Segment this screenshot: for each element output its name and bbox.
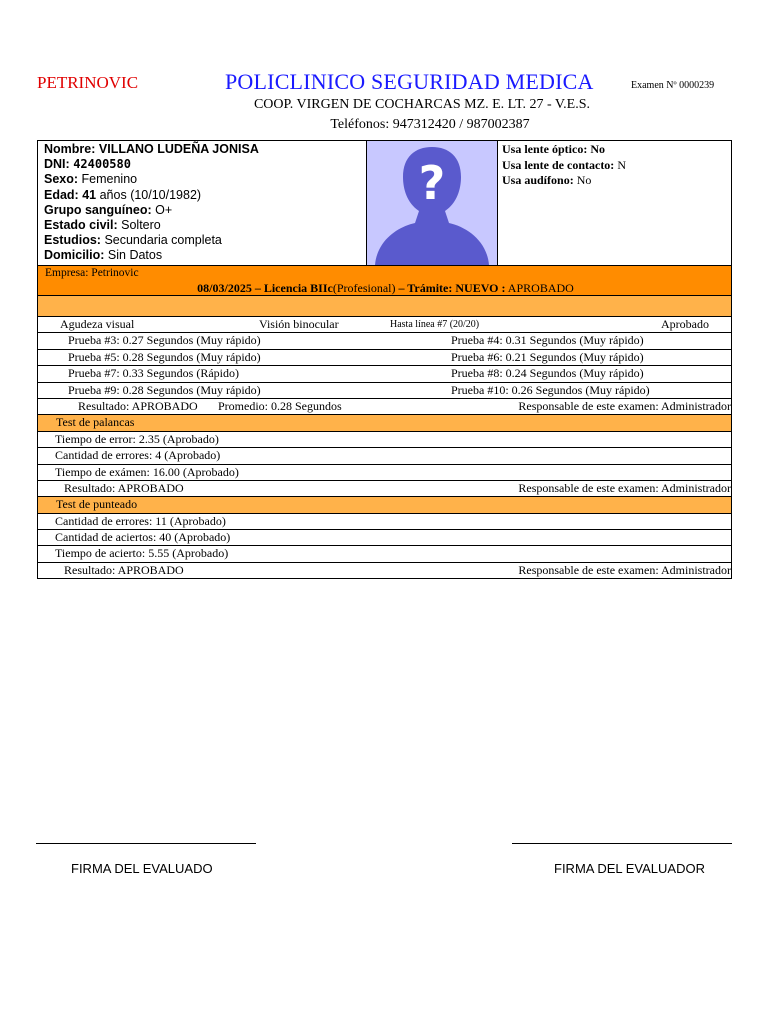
patient-birthdate: años (10/10/1982) [99,187,202,202]
dotting-result-row [38,563,731,578]
age-label: Edad: [44,187,79,202]
license-result: APROBADO [505,281,574,295]
studies-label: Estudios: [44,233,101,248]
svg-text:?: ? [418,156,446,210]
hearing-aid-line [502,173,626,189]
license-type: (Profesional) [332,281,396,295]
exam-number: Examen Nº 0000239 [631,80,715,91]
binocular-label: Visión binocular [259,317,339,331]
patient-address-line [44,248,259,263]
trial-result: Prueba #6: 0.21 Segundos (Muy rápido) [451,349,644,364]
table-row [38,465,731,481]
clinic-phones: Teléfonos: 947312420 / 987002387 [330,117,530,132]
contact-lens-label: Usa lente de contacto: [502,157,615,172]
patient-sex: Femenino [81,172,138,187]
results-table [37,316,732,579]
dotting-line: Cantidad de aciertos: 40 (Aprobado) [55,530,231,545]
trial-result: Prueba #3: 0.27 Segundos (Muy rápido) [68,333,261,348]
license-date: 08/03/2025 – Licencia BIIc [197,281,333,295]
levers-line: Cantidad de errores: 4 (Aprobado) [55,448,221,463]
lens-info [502,142,626,189]
patient-dni: 42400580 [73,157,131,172]
trial-result: Prueba #9: 0.28 Segundos (Muy rápido) [68,382,261,397]
table-row [38,350,731,366]
clinic-owner-name: PETRINOVIC [37,73,139,92]
table-row [38,333,731,349]
visual-acuity-label: Agudeza visual [60,317,135,331]
spacer-bar [37,296,732,316]
civil-label: Estado civil: [44,218,118,233]
table-row [38,383,731,399]
unknown-person-icon [367,141,497,265]
vision-average: Promedio: 0.28 Segundos [218,398,342,413]
vision-approved: Aprobado [661,317,709,331]
patient-name: VILLANO LUDEÑA JONISA [98,142,259,156]
table-row [38,432,731,448]
evaluator-signature-label: FIRMA DEL EVALUADOR [554,861,705,876]
evaluator-signature-line [512,843,732,844]
exam-summary-bar [37,266,732,296]
patient-photo-placeholder [366,141,498,265]
contact-lens-value: N [617,157,626,172]
levers-line: Tiempo de exámen: 16.00 (Aprobado) [55,464,239,479]
patient-age-line [44,188,259,203]
vision-result: Resultado: APROBADO [78,398,198,413]
patient-address: Sin Datos [107,248,163,263]
table-row [38,546,731,562]
patient-dni-line [44,157,259,172]
patient-blood-line [44,203,259,218]
patient-civil: Soltero [121,218,161,233]
dotting-section-header [38,497,731,513]
examiner: Responsable de este examen: Administrador [518,562,731,577]
patient-studies: Secundaria completa [104,233,222,248]
contact-lens-line [502,158,626,174]
patient-info-box [37,140,732,266]
line-result: Hasta línea #7 (20/20) [390,319,480,330]
patient-age: 41 [82,187,97,202]
trial-result: Prueba #8: 0.24 Segundos (Muy rápido) [451,366,644,381]
license-status [38,281,733,296]
optical-lens-value: No [590,142,605,156]
table-row [38,448,731,464]
procedure-label: – Trámite: NUEVO : [395,281,506,295]
levers-line: Tiempo de error: 2.35 (Aprobado) [55,431,219,446]
trial-result: Prueba #7: 0.33 Segundos (Rápido) [68,366,239,381]
company-name: Empresa: Petrinovic [45,267,139,279]
blood-label: Grupo sanguíneo: [44,202,152,217]
table-row [38,514,731,530]
dotting-result: Resultado: APROBADO [64,562,184,577]
sex-label: Sexo: [44,172,79,187]
table-row [38,530,731,546]
table-row [38,366,731,382]
patient-name-line [44,142,259,157]
trial-result: Prueba #4: 0.31 Segundos (Muy rápido) [451,333,644,348]
dotting-title: Test de punteado [56,497,138,512]
patient-details [44,142,259,264]
patient-sex-line [44,172,259,187]
levers-result-row [38,481,731,497]
evaluee-signature-line [36,843,256,844]
dni-label: DNI: [44,157,70,172]
name-label: Nombre: [44,142,96,156]
patient-studies-line [44,233,259,248]
hearing-aid-label: Usa audífono: [502,173,574,187]
trial-result: Prueba #5: 0.28 Segundos (Muy rápido) [68,349,261,364]
patient-blood: O+ [155,202,173,217]
optical-lens-label: Usa lente óptico: [502,142,588,156]
hearing-aid-value: No [576,173,592,187]
levers-section-header [38,415,731,431]
vision-result-row [38,399,731,415]
trial-result: Prueba #10: 0.26 Segundos (Muy rápido) [451,382,650,397]
page-title: POLICLINICO SEGURIDAD MEDICA [225,69,594,94]
examiner: Responsable de este examen: Administrador [518,480,731,495]
dotting-line: Cantidad de errores: 11 (Aprobado) [55,513,226,528]
evaluee-signature-label: FIRMA DEL EVALUADO [71,861,213,876]
examiner: Responsable de este examen: Administrador [518,398,731,413]
dotting-line: Tiempo de acierto: 5.55 (Aprobado) [55,546,229,561]
patient-civil-line [44,218,259,233]
optical-lens-line [502,142,626,158]
vision-row [38,317,731,333]
levers-result: Resultado: APROBADO [64,480,184,495]
address-label: Domicilio: [44,248,105,263]
levers-title: Test de palancas [56,415,135,430]
clinic-address: COOP. VIRGEN DE COCHARCAS MZ. E. LT. 27 - V.E.S. [253,97,591,112]
